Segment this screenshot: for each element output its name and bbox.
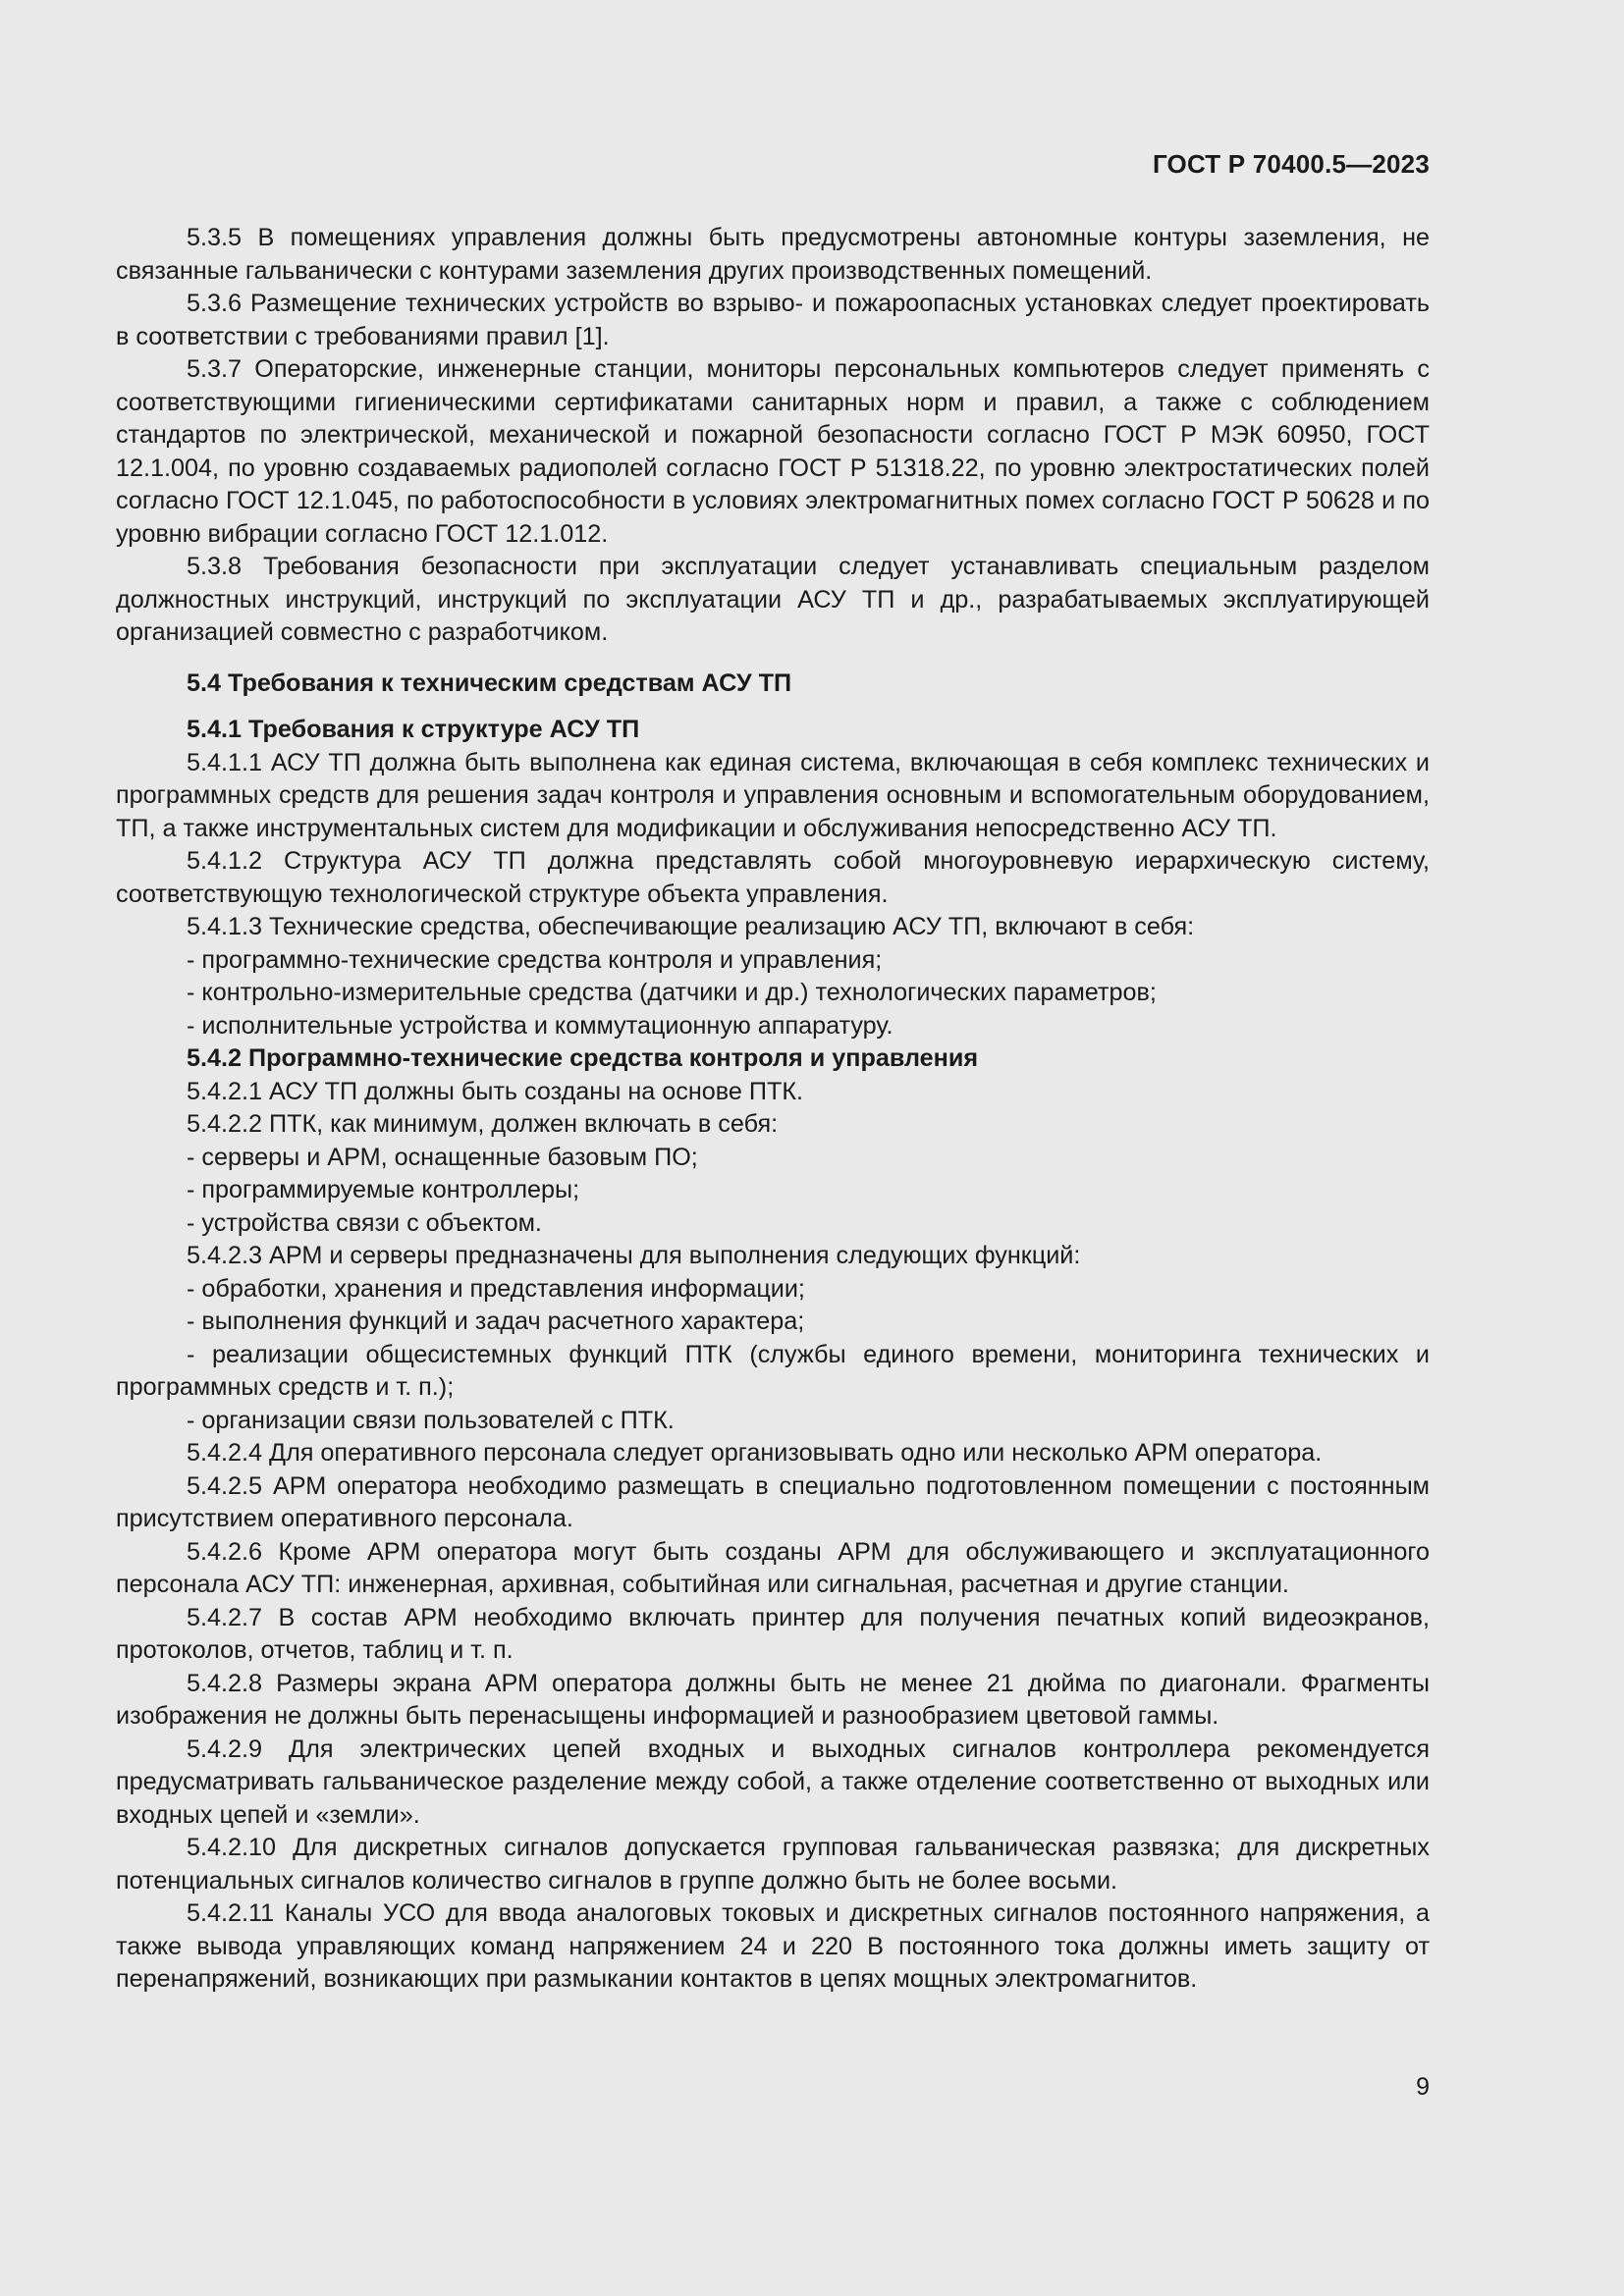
paragraph-5-4-2-6: 5.4.2.6 Кроме АРМ оператора могут быть созданы АРМ для обслуживающего и эксплуатационного персонала АСУ ТП: инженерная, архивная, событийная или сигнальная, расчетная и другие станции.: [116, 1537, 1430, 1598]
paragraph-5-4-1-3: 5.4.1.3 Технические средства, обеспечивающие реализацию АСУ ТП, включают в себя:: [187, 913, 1195, 940]
paragraph-5-4-2-10: 5.4.2.10 Для дискретных сигналов допускается групповая гальваническая развязка; для дискретных потенциальных сигналов количество сигналов в группе должно быть не более восьми.: [116, 1834, 1430, 1895]
subsection-heading-5-4-2: 5.4.2 Программно-технические средства контроля и управления: [187, 1044, 979, 1072]
paragraph-5-4-2-1: 5.4.2.1 АСУ ТП должны быть созданы на основе ПТК.: [187, 1077, 804, 1105]
list-item: - программируемые контроллеры;: [187, 1176, 580, 1203]
list-item: - серверы и АРМ, оснащенные базовым ПО;: [187, 1143, 698, 1171]
paragraph-5-3-5: 5.3.5 В помещениях управления должны быть предусмотрены автономные контуры заземления, не связанные гальванически с контурами заземления других производственных помещений.: [116, 224, 1430, 285]
document-body: [116, 222, 1430, 1997]
list-item: - обработки, хранения и представления информации;: [187, 1274, 805, 1303]
paragraph-5-4-2-4: 5.4.2.4 Для оперативного персонала следует организовывать одно или несколько АРМ оператора.: [187, 1439, 1323, 1467]
paragraph-5-4-2-7: 5.4.2.7 В состав АРМ необходимо включать принтер для получения печатных копий видеоэкранов, протоколов, отчетов, таблиц и т. п.: [116, 1603, 1430, 1664]
paragraph-5-3-8: 5.3.8 Требования безопасности при эксплуатации следует устанавливать специальным разделом должностных инструкций, инструкций по эксплуатации АСУ ТП и др., разрабатываемых эксплуатирующей организацией совместно с разработчиком.: [116, 553, 1430, 646]
paragraph-5-4-1-1: 5.4.1.1 АСУ ТП должна быть выполнена как единая система, включающая в себя комплекс технических и программных средств для решения задач контроля и управления основным и вспомогательным оборудованием, ТП, а также инструментальных систем для модификации и обслуживания непосредственно АСУ ТП.: [116, 748, 1430, 842]
paragraph-5-4-2-2: 5.4.2.2 ПТК, как минимум, должен включать в себя:: [187, 1110, 779, 1138]
page-number: 9: [1416, 2073, 1430, 2101]
paragraph-5-4-2-5: 5.4.2.5 АРМ оператора необходимо размещать в специально подготовленном помещении с постоянным присутствием оперативного персонала.: [116, 1471, 1430, 1532]
list-item: - организации связи пользователей с ПТК.: [187, 1406, 675, 1434]
list-item: - выполнения функций и задач расчетного характера;: [187, 1308, 805, 1335]
paragraph-5-4-2-9: 5.4.2.9 Для электрических цепей входных и выходных сигналов контроллера рекомендуется предусматривать гальваническое разделение между собой, а также отделение соответственно от выходных или входных цепей и «земли».: [116, 1735, 1430, 1829]
list-item: - реализации общесистемных функций ПТК (службы единого времени, мониторинга технических и программных средств и т. п.);: [116, 1340, 1430, 1401]
paragraph-5-3-6: 5.3.6 Размещение технических устройств во взрыво- и пожароопасных установках следует проектировать в соответствии с требованиями правил [1].: [116, 290, 1430, 350]
list-item: - исполнительные устройства и коммутационную аппаратуру.: [187, 1011, 893, 1040]
list-item: - устройства связи с объектом.: [187, 1208, 542, 1237]
paragraph-5-3-7: 5.3.7 Операторские, инженерные станции, мониторы персональных компьютеров следует применять с соответствующими гигиеническими сертификатами санитарных норм и правил, а также с соблюдением стандартов по электрической, механической и пожарной безопасности согласно ГОСТ Р МЭК 60950, ГОСТ 12.1.004, по уровню создаваемых радиополей согласно ГОСТ Р 51318.22, по уровню электростатических полей согласно ГОСТ 12.1.045, по работоспособности в условиях электромагнитных помех согласно ГОСТ Р 50628 и по уровню вибрации согласно ГОСТ 12.1.012.: [116, 355, 1430, 548]
paragraph-5-4-2-3: 5.4.2.3 АРМ и серверы предназначены для выполнения следующих функций:: [187, 1242, 1081, 1269]
paragraph-5-4-2-8: 5.4.2.8 Размеры экрана АРМ оператора должны быть не менее 21 дюйма по диагонали. Фрагменты изображения не должны быть перенасыщены информацией и разнообразием цветовой гаммы.: [116, 1669, 1430, 1730]
section-heading-5-4: 5.4 Требования к техническим средствам АСУ ТП: [187, 668, 792, 697]
list-item: - контрольно-измерительные средства (датчики и др.) технологических параметров;: [187, 979, 1157, 1006]
paragraph-5-4-2-11: 5.4.2.11 Каналы УСО для ввода аналоговых токовых и дискретных сигналов постоянного напряжения, а также вывода управляющих команд напряжением 24 и 220 В постоянного тока должны иметь защиту от перенапряжений, возникающих при размыкании контактов в цепях мощных электромагнитов.: [116, 1899, 1430, 1993]
document-code-header: ГОСТ Р 70400.5—2023: [1152, 149, 1430, 179]
subsection-heading-5-4-1: 5.4.1 Требования к структуре АСУ ТП: [187, 716, 640, 743]
list-item: - программно-технические средства контроля и управления;: [187, 945, 883, 974]
paragraph-5-4-1-2: 5.4.1.2 Структура АСУ ТП должна представлять собой многоуровневую иерархическую систему, соответствующую технологической структуре объекта управления.: [116, 847, 1430, 908]
